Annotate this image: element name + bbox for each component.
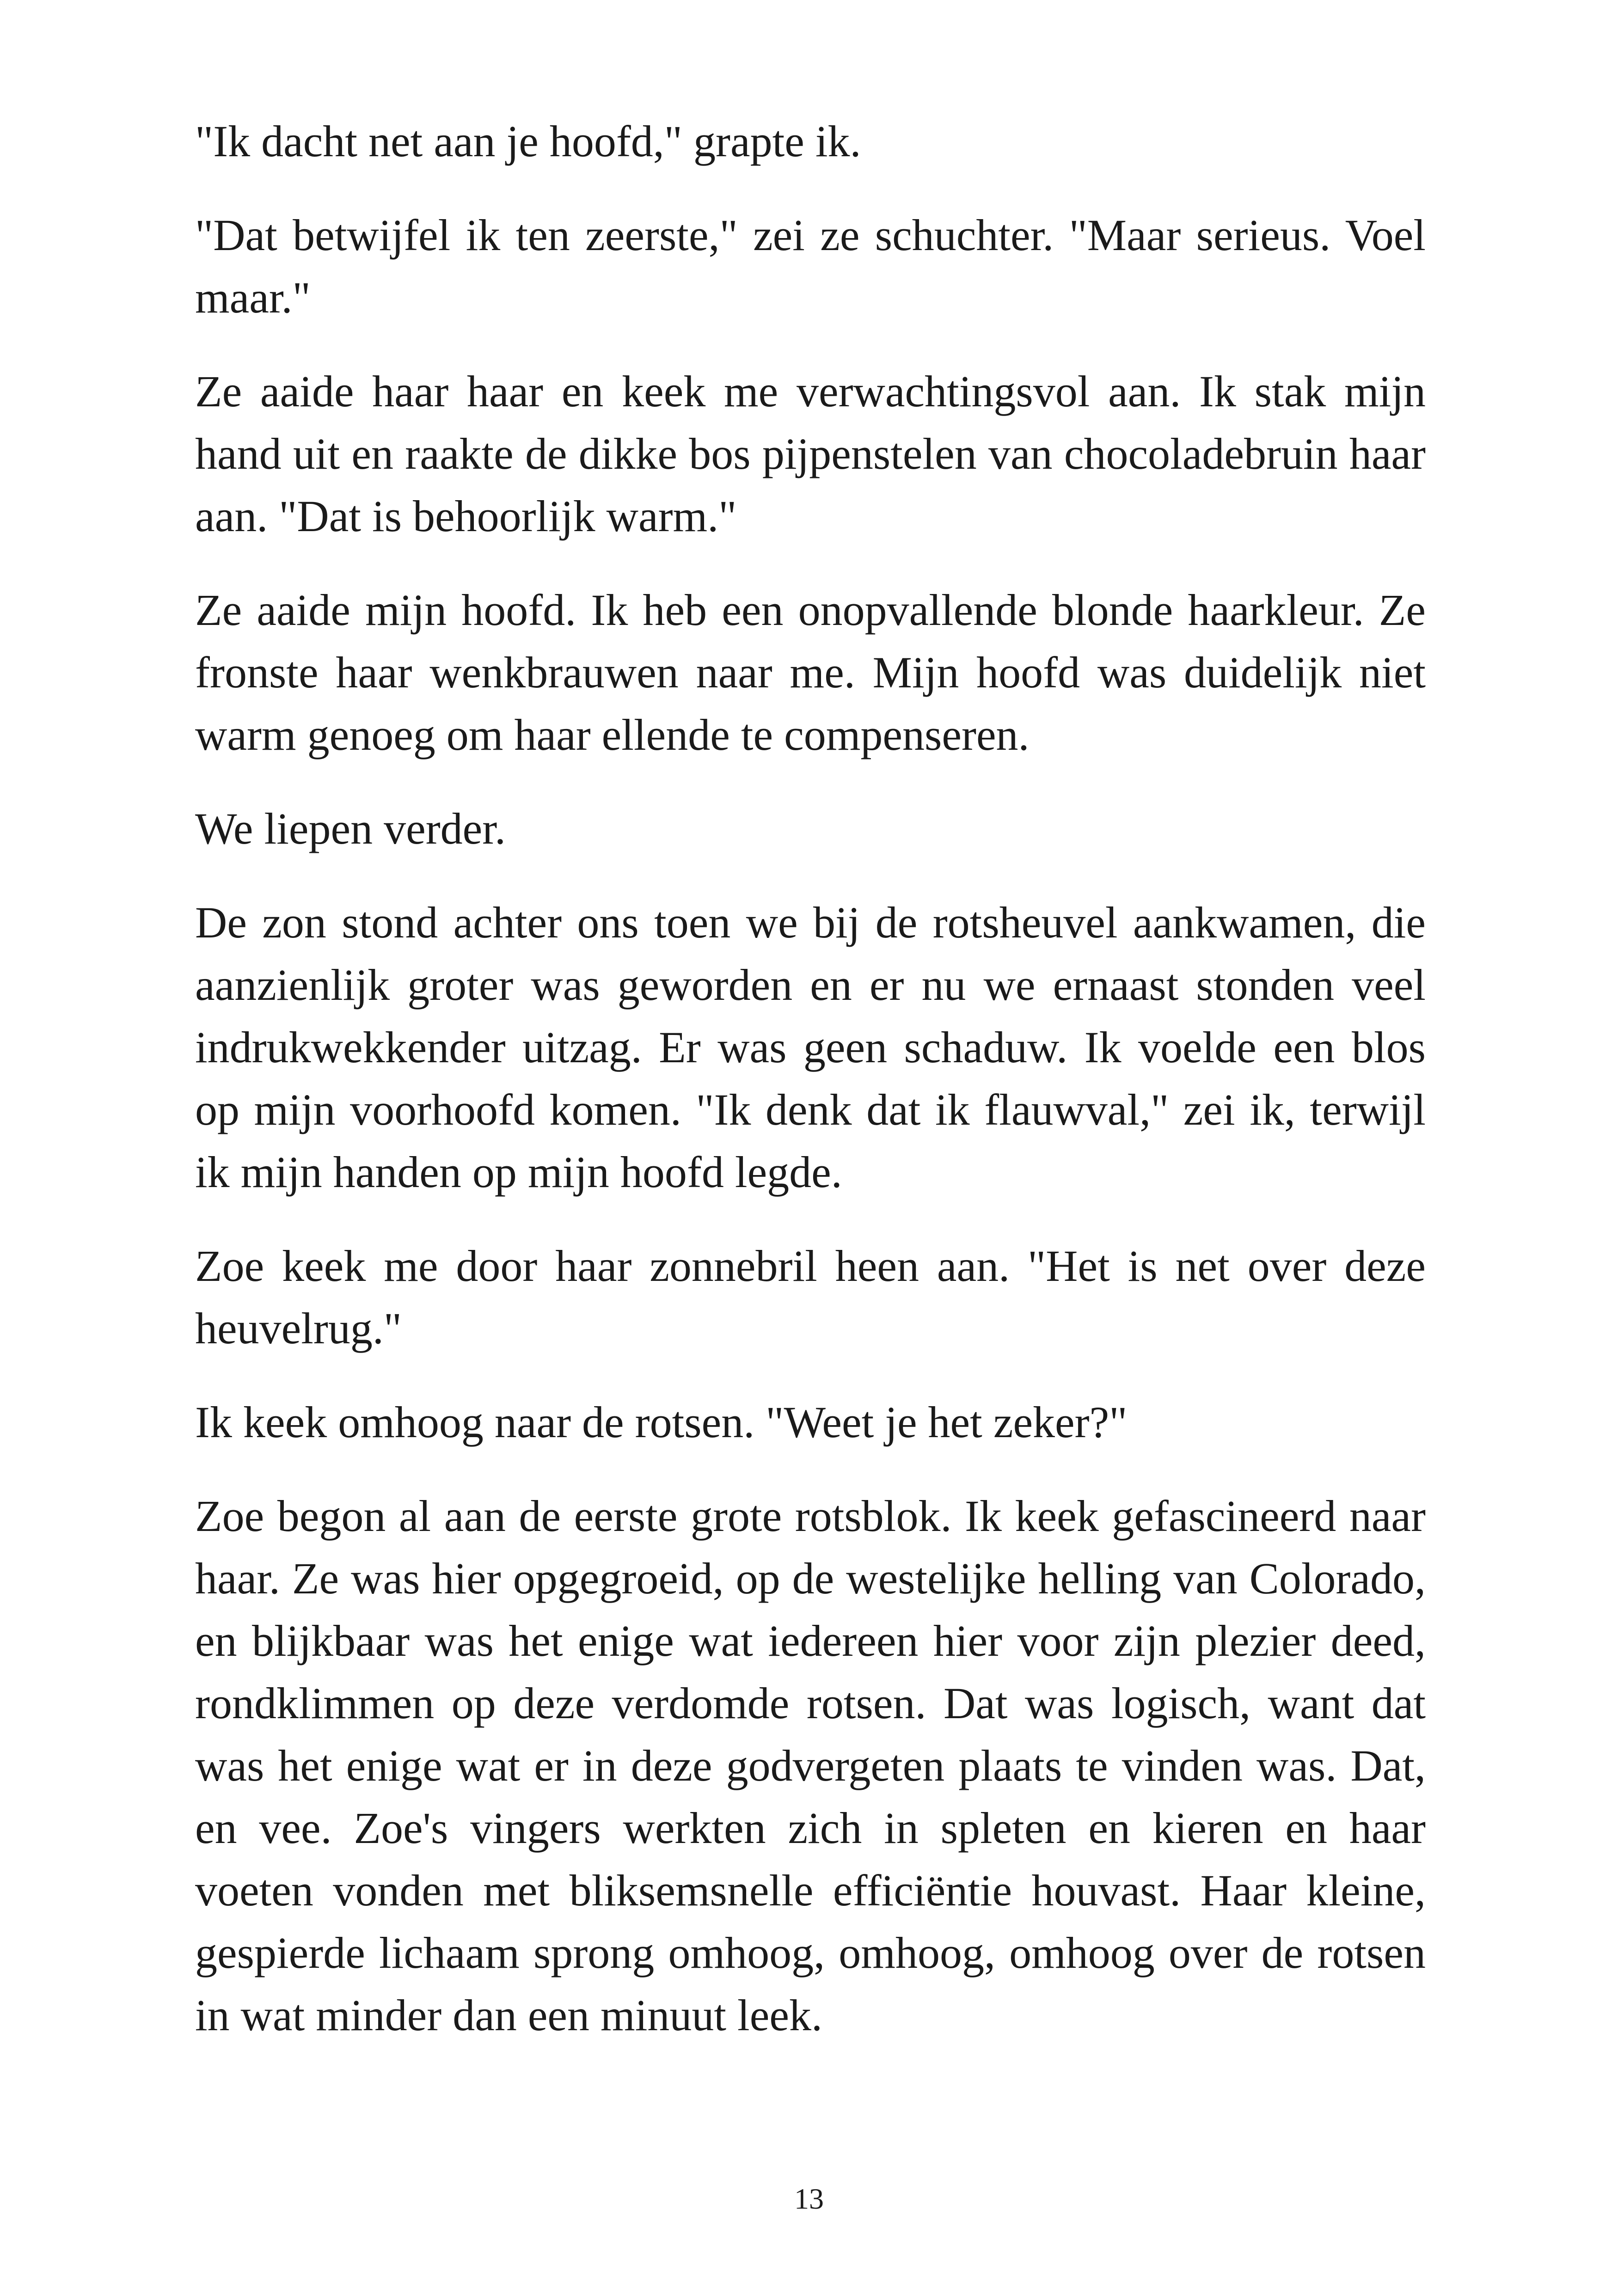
paragraph: We liepen verder. (195, 804, 506, 853)
body-text (195, 110, 1426, 2078)
paragraph: "Dat betwijfel ik ten zeerste," zei ze schuchter. "Maar serieus. Voel maar." (195, 210, 1426, 322)
page-number: 13 (794, 2182, 824, 2215)
paragraph: Zoe begon al aan de eerste grote rotsblok. Ik keek gefascineerd naar haar. Ze was hier opgegroeid, op de westelijke helling van Colorado, en blijkbaar was het enige wat iedereen hier voor zijn plezier deed, rondklimmen op deze verdomde rotsen. Dat was logisch, want dat was het enige wat er in deze godvergeten plaats te vinden was. Dat, en vee. Zoe's vingers werkten zich in spleten en kieren en haar voeten vonden met bliksemsnelle efficiëntie houvast. Haar kleine, gespierde lichaam sprong omhoog, omhoog, omhoog over de rotsen in wat minder dan een minuut leek. (195, 1491, 1426, 2040)
paragraph: Ik keek omhoog naar de rotsen. "Weet je het zeker?" (195, 1397, 1128, 1447)
paragraph: "Ik dacht net aan je hoofd," grapte ik. (195, 116, 861, 166)
paragraph: Zoe keek me door haar zonnebril heen aan. "Het is net over deze heuvelrug." (195, 1241, 1426, 1353)
paragraph: Ze aaide mijn hoofd. Ik heb een onopvallende blonde haarkleur. Ze fronste haar wenkbrauwen naar me. Mijn hoofd was duidelijk niet warm genoeg om haar ellende te compenseren. (195, 585, 1426, 759)
paragraph: Ze aaide haar haar en keek me verwachtingsvol aan. Ik stak mijn hand uit en raakte de dikke bos pijpenstelen van chocoladebruin haar aan. "Dat is behoorlijk warm." (195, 367, 1426, 541)
paragraph: De zon stond achter ons toen we bij de rotsheuvel aankwamen, die aanzienlijk groter was geworden en er nu we ernaast stonden veel indrukwekkender uitzag. Er was geen schaduw. Ik voelde een blos op mijn voorhoofd komen. "Ik denk dat ik flauwval," zei ik, terwijl ik mijn handen op mijn hoofd legde. (195, 898, 1426, 1197)
